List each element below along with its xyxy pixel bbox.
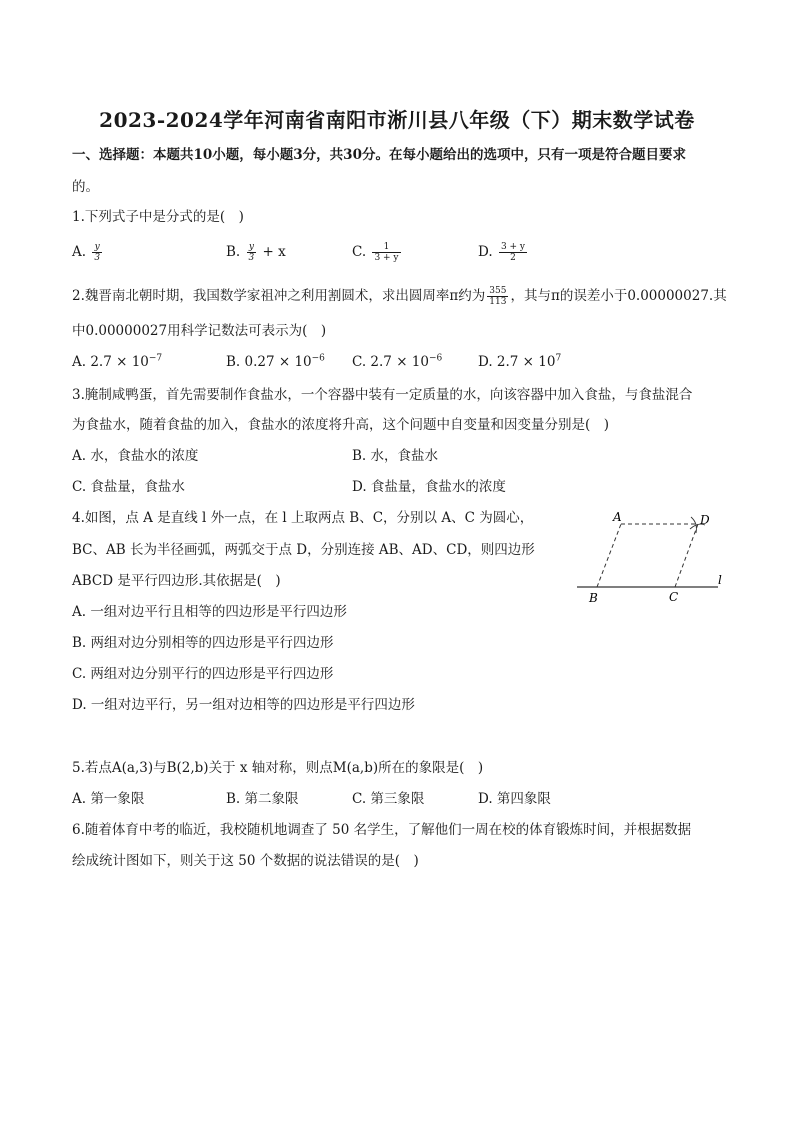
- q1-d-fraction: $\frac{3 + y}{2}$: [500, 242, 526, 263]
- q2-option-b: B. $0.27 \times 10^{-6}$: [226, 353, 325, 370]
- q4-option-b: B. 两组对边分别相等的四边形是平行四边形: [72, 635, 334, 651]
- label-d: D: [700, 513, 710, 527]
- q1-b-fraction: $\frac{y}{3}$: [248, 242, 255, 263]
- section-instructions-line2: 的。: [72, 179, 99, 195]
- q1-c-label: C.: [352, 244, 367, 260]
- q6-line2: 绘成统计图如下，则关于这 50 个数据的说法错误的是( ): [72, 853, 419, 869]
- q4-line2: BC、AB 长为半径画弧，两弧交于点 D，分别连接 AB、AD、CD，则四边形: [72, 542, 535, 558]
- q2-line1: [72, 286, 727, 307]
- q1-stem: 1.下列式子中是分式的是( ): [72, 209, 244, 225]
- q2-option-d: D. $2.7 \times 10^7$: [478, 353, 562, 370]
- parallelogram-figure: [570, 505, 730, 610]
- label-c: C: [669, 590, 679, 604]
- q1-option-d: [478, 242, 529, 263]
- q5-option-a: A. 第一象限: [72, 791, 145, 807]
- q4-option-c: C. 两组对边分别平行的四边形是平行四边形: [72, 666, 334, 682]
- label-l: l: [718, 573, 722, 587]
- q3-option-b: B. 水，食盐水: [352, 448, 439, 464]
- section-instructions-line1: 一、选择题：本题共10小题，每小题3分，共30分。在每小题给出的选项中，只有一项是符合题目要求: [72, 147, 686, 163]
- q4-option-d: D. 一组对边平行，另一组对边相等的四边形是平行四边形: [72, 697, 415, 713]
- q1-option-c: [352, 242, 403, 263]
- q5-stem: 5.若点A(a,3)与B(2,b)关于 x 轴对称，则点M(a,b)所在的象限是( ): [72, 760, 484, 776]
- q5-option-c: C. 第三象限: [352, 791, 425, 807]
- q1-b-tail: + x: [262, 244, 286, 260]
- q4-line1: 4.如图，点 A 是直线 l 外一点，在 l 上取两点 B、C，分别以 A、C 为圆心，: [72, 510, 534, 526]
- q1-d-label: D.: [478, 244, 493, 260]
- q4-line3: ABCD 是平行四边形.其依据是( ): [72, 573, 281, 589]
- q1-option-a: [72, 242, 104, 263]
- q1-a-label: A.: [72, 244, 87, 260]
- q3-option-a: A. 水，食盐水的浓度: [72, 448, 199, 464]
- q6-line1: 6.随着体育中考的临近，我校随机地调查了 50 名学生，了解他们一周在校的体育锻炼时间，并根据数据: [72, 822, 692, 838]
- q3-option-d: D. 食盐量，食盐水的浓度: [352, 479, 506, 495]
- label-a: A: [613, 510, 622, 524]
- exam-title: 2023-2024学年河南省南阳市淅川县八年级（下）期末数学试卷: [99, 108, 695, 132]
- label-b: B: [589, 591, 598, 605]
- q3-line2: 为食盐水，随着食盐的加入，食盐水的浓度将升高，这个问题中自变量和因变量分别是( ): [72, 417, 610, 433]
- q2-line1-pre: 2.魏晋南北朝时期，我国数学家祖冲之利用割圆术，求出圆周率π约为: [72, 288, 486, 304]
- q3-line1: 3.腌制咸鸭蛋，首先需要制作食盐水，一个容器中装有一定质量的水，向该容器中加入食盐，与食盐混合: [72, 387, 693, 403]
- q1-a-fraction: $\frac{y}{3}$: [94, 242, 101, 263]
- q2-option-c: C. $2.7 \times 10^{-6}$: [352, 353, 443, 370]
- q2-line1-post: ，其与π的误差小于0.00000027.其: [510, 288, 727, 304]
- q4-option-a: A. 一组对边平行且相等的四边形是平行四边形: [72, 604, 347, 620]
- q3-option-c: C. 食盐量，食盐水: [72, 479, 185, 495]
- q2-line2: 中0.00000027用科学记数法可表示为( ): [72, 323, 327, 339]
- q1-c-fraction: $\frac{1}{3 + y}$: [374, 242, 399, 263]
- segment-cd: [675, 524, 698, 587]
- segment-ab: [597, 524, 621, 587]
- q1-b-label: B.: [226, 244, 241, 260]
- q2-option-a: A. $2.7 \times 10^{-7}$: [72, 353, 163, 370]
- q5-option-b: B. 第二象限: [226, 791, 299, 807]
- q5-option-d: D. 第四象限: [478, 791, 551, 807]
- q2-pi-fraction: $\frac{355}{113}$: [489, 286, 507, 307]
- q1-option-b: [226, 242, 286, 263]
